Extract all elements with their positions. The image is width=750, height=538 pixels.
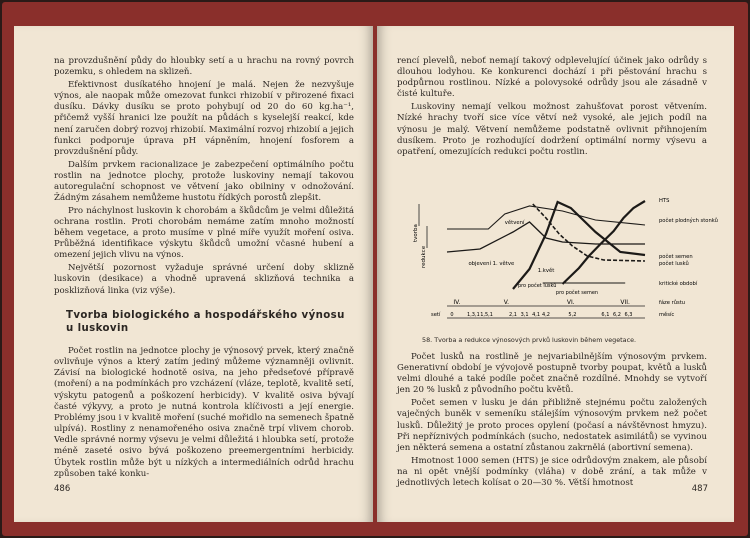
- x-axis-label: měsíc: [659, 312, 675, 318]
- paragraph: rencí plevelů, neboť nemají takový odplevelující účinek jako odrůdy s dlouhou lodyhou. Ke konkurenci dochází i při pěstování hrachu s podpůrnou rostlinou. Nízké a polovysoké odrůdy jsou ale zásadně v čisté kultuře.: [397, 56, 707, 100]
- series-label: HTS: [659, 198, 670, 204]
- book: [2, 2, 748, 536]
- series-label: počet lusků: [659, 261, 689, 267]
- chart-series: [447, 201, 645, 289]
- paragraph: Efektivnost dusíkatého hnojení je malá. Nejen že nezvyšuje výnos, ale naopak může omezovat funkci rhizobií v přirozené fixaci dusíku. Dávky dusíku se proto pohybují od 20 do 60 kg.ha⁻¹, přičemž vyšší hranici lze použít na půdách s kyselejší reakcí, kde není zaručen dobrý rozvoj rhizobií. Maximální rozvoj rhizobií a jejich funkci podporuje úprava pH vápněním, hnojení fosforem a provzdušnění půdy.: [54, 79, 354, 157]
- series-label: počet semen: [659, 254, 693, 260]
- paragraph: Největší pozornost vyžaduje správné určení doby sklizně luskovin (desikace) a vhodně upravená sklizňová technika a posklizňová linka (viz výše).: [54, 263, 354, 296]
- x-tick-label: 6,2: [612, 312, 621, 318]
- x-tick-label: 5,2: [568, 312, 577, 318]
- paragraph: Dalším prvkem racionalizace je zabezpečení optimálního počtu rostlin na jednotce plochy, protože luskoviny nemají takovou autoregulační schopnost ve větvení jako obilniny v odnožování. Žádným zásahem nemůžeme hustotu řídkých porostů zlepšit.: [54, 159, 354, 204]
- paragraph: Počet rostlin na jednotce plochy je výnosový prvek, který značně ovlivňuje výnos a který zatím jediný můžeme významněji ovlivnit. Závisí na biologické hodnotě osiva, na jeho předseťové přípravě (moření) a na podmínkách pro vzcházení (vláze, teplotě, kvalitě setí, výskytu patogenů a poškození herbicidy). V kvalitě osiva bývají časté výkyvy, a proto je nutná kontrola klíčivosti a její energie. Problémy jsou i v kvalitě moření (suché mořidlo na semenech špatně ulpívá). Rostliny z nenamořeného osiva značně trpí vlivem chorob. Vedle správné normy výsevu je velmi důležitá i hloubka setí, protože méně zaseté osivo bývá poškozeno preemergentními herbicidy. Úbytek rostlin může být u nízkých a intermediálních odrůd hrachu způsoben také konku-: [54, 346, 354, 479]
- y-label-bottom: redukce: [421, 245, 427, 268]
- yield-chart: [407, 186, 727, 334]
- annotation: objevení 1. větve: [468, 261, 515, 267]
- paragraph: Luskoviny nemají velkou možnost zahušťovat porost větvením. Nízké hrachy tvoří sice více větví než vysoké, ale jejich podíl na výnosu je malý. Větvení nemůžeme podstatně ovlivnit přihnojením dusíkem. Proto je rozhodující dodržení optimální normy výsevu a opatření, omezujících redukci počtu rostlin.: [397, 102, 707, 157]
- series-label: počet plodných stonků: [659, 218, 718, 224]
- section-heading: Tvorba biologického a hospodářského výnosu u luskovin: [66, 310, 345, 334]
- annotation: pro počet lusků: [517, 283, 557, 289]
- x-axis-label-right: fáze růstu: [659, 300, 686, 306]
- phase-label: VII.: [620, 299, 630, 306]
- x-axis-label-left: setí: [431, 312, 441, 318]
- paragraph: Pro náchylnost luskovin k chorobám a škůdcům je velmi důležitá ochrana rostlin. Proti chorobám nemáme zatím mnoho možností během vegetace, a proto musíme v plné míře využít moření osiva. Průběžná identifikace výskytu škůdců umožní včasné hubení a omezení jejich vlivu na výnos.: [54, 205, 354, 261]
- annotation: 1.květ: [537, 268, 555, 274]
- paragraph: Hmotnost 1000 semen (HTS) je sice odrůdovým znakem, ale působí na ni opět vnější podmínky (vláha) v době zrání, a tak může v jednotlivých letech kolísat o 20—30 %. Větší hmotnost: [397, 455, 707, 488]
- left-page-text-2: [54, 346, 354, 481]
- x-tick-label: 1,3,1: [467, 312, 480, 318]
- y-label-top: tvorba: [413, 224, 419, 242]
- page-number: 486: [54, 484, 71, 494]
- chart-labels: [413, 198, 718, 318]
- paragraph: Počet lusků na rostlině je nejvariabilnějším výnosovým prvkem. Generativní období je vývojově postupně tvorby poupat, květů a lusků velmi dlouhé a také podíle počet značně rozdílné. Mnohdy se vytvoří jen 20 % lusků z původního počtu květů.: [397, 352, 707, 396]
- phase-label: VI.: [566, 299, 575, 306]
- right-page: [377, 26, 734, 522]
- right-page-text-2: [397, 352, 707, 491]
- series-label: kritické období: [659, 281, 698, 287]
- left-page-text: [54, 56, 354, 298]
- paragraph: Počet semen v lusku je dán přibližně stejnému počtu založených vaječných buněk v semeníku stálejším výnosovým prvkem než počet lusků. Důležitý je proto proces opylení (počasí a návštěvnost hmyzu). Při nepříznivých podmínkách (sucho, nedostatek asimilátů) se vyvinou jen některá semena a ostatní zůstanou zakrnělá (abortivní semena).: [397, 398, 707, 453]
- x-tick-label: 6,1: [601, 312, 610, 318]
- annotation: pro počet semen: [555, 290, 599, 296]
- x-tick-label: 1,5,1: [480, 312, 493, 318]
- phase-label: V.: [503, 299, 510, 306]
- left-page: [14, 26, 373, 522]
- annotation: větvení: [504, 220, 525, 226]
- x-tick-label: 6,3: [624, 312, 633, 318]
- x-tick-label: 3,1: [520, 312, 529, 318]
- x-tick-label: 0: [450, 312, 454, 318]
- x-tick-label: 2,1: [509, 312, 517, 318]
- x-tick-label: 4,2: [542, 312, 550, 318]
- right-page-text: [397, 56, 707, 160]
- figure-caption: 58. Tvorba a redukce výnosových prvků luskovin během vegetace.: [422, 336, 637, 344]
- phase-label: IV.: [453, 299, 461, 306]
- paragraph: na provzdušnění půdy do hloubky setí a u hrachu na rovný povrch pozemku, s ohledem na sklizeň.: [54, 56, 354, 78]
- x-tick-label: 4,1: [532, 312, 541, 318]
- page-number: 487: [691, 484, 708, 494]
